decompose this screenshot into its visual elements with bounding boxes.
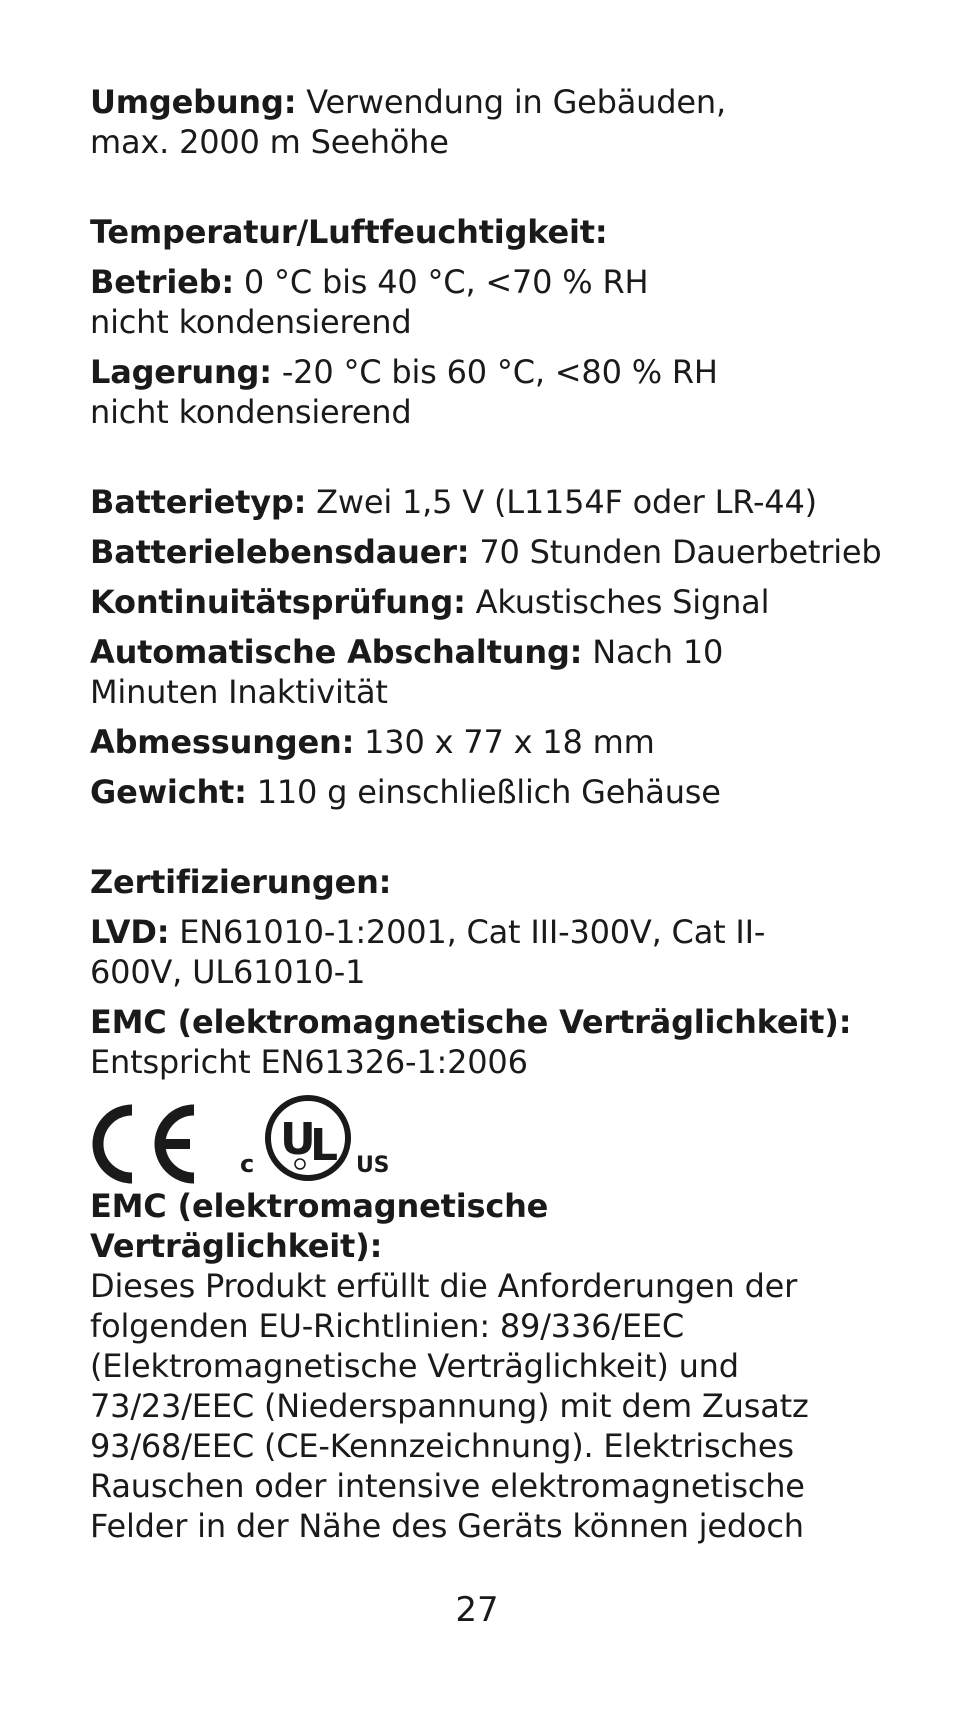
emc-spec (90, 1002, 920, 1082)
lvd-spec (90, 912, 830, 992)
emc-text: Entspricht EN61326-1:2006 (90, 1043, 528, 1081)
spec-label: Gewicht: (90, 773, 247, 811)
svg-text:US: US (356, 1153, 390, 1178)
emc-note-text: Dieses Produkt erfüllt die Anforderungen der folgenden EU-Richtlinien: 89/336/EEC (Elektromagnetische Verträglichkeit) und 73/23/EEC (Niederspannung) mit dem Zusatz 93/68/EEC (CE-Kennzeichnung). Elektrisches Rauschen oder intensive elektromagnetische Felder in der Nähe des Geräts können jedoch (90, 1267, 809, 1545)
spec-label: Batterielebensdauer: (90, 533, 470, 571)
ce-mark-icon (90, 1104, 200, 1184)
spec-text: Nach 10 Minuten Inaktivität (90, 633, 724, 711)
spec-text: Zwei 1,5 V (L1154F oder LR-44) (306, 483, 817, 521)
spec-text: Akustisches Signal (465, 583, 770, 621)
page-number: 27 (455, 1590, 499, 1630)
temperature-heading: Temperatur/Luftfeuchtigkeit: (90, 213, 608, 251)
environment-spec (90, 82, 790, 162)
operation-label: Betrieb: (90, 263, 234, 301)
spec-label: Automatische Abschaltung: (90, 633, 583, 671)
spec-label: Abmessungen: (90, 723, 355, 761)
certification-logos (90, 1084, 920, 1184)
ul-listing-mark-icon (236, 1088, 406, 1184)
auto-off-spec (90, 632, 810, 712)
storage-label: Lagerung: (90, 353, 272, 391)
continuity-spec (90, 582, 920, 622)
spec-label: Batterietyp: (90, 483, 307, 521)
svg-text:U: U (280, 1114, 316, 1165)
emc-note (90, 1186, 830, 1546)
environment-label: Umgebung: (90, 83, 297, 121)
svg-text:L: L (310, 1120, 338, 1171)
lvd-label: LVD: (90, 913, 170, 951)
battery-type-spec (90, 482, 920, 522)
spec-label: Kontinuitätsprüfung: (90, 583, 466, 621)
document-page (90, 82, 920, 1556)
storage-text: -20 °C bis 60 °C, <80 % RH nicht kondensierend (90, 353, 718, 431)
lvd-text: EN61010-1:2001, Cat III-300V, Cat II-600V, UL61010-1 (90, 913, 766, 991)
weight-spec (90, 772, 920, 812)
operation-spec (90, 262, 730, 342)
dimensions-spec (90, 722, 920, 762)
environment-text: Verwendung in Gebäuden, max. 2000 m Seehöhe (90, 83, 726, 161)
spec-text: 70 Stunden Dauerbetrieb (469, 533, 882, 571)
battery-life-spec (90, 532, 920, 572)
operation-text: 0 °C bis 40 °C, <70 % RH nicht kondensierend (90, 263, 649, 341)
certifications-heading: Zertifizierungen: (90, 863, 392, 901)
svg-text:c: c (240, 1150, 255, 1178)
spec-text: 110 g einschließlich Gehäuse (246, 773, 721, 811)
emc-note-label: EMC (elektromagnetische Verträglichkeit): (90, 1187, 549, 1265)
storage-spec (90, 352, 750, 432)
spec-text: 130 x 77 x 18 mm (354, 723, 655, 761)
emc-label: EMC (elektromagnetische Verträglichkeit): (90, 1003, 852, 1041)
